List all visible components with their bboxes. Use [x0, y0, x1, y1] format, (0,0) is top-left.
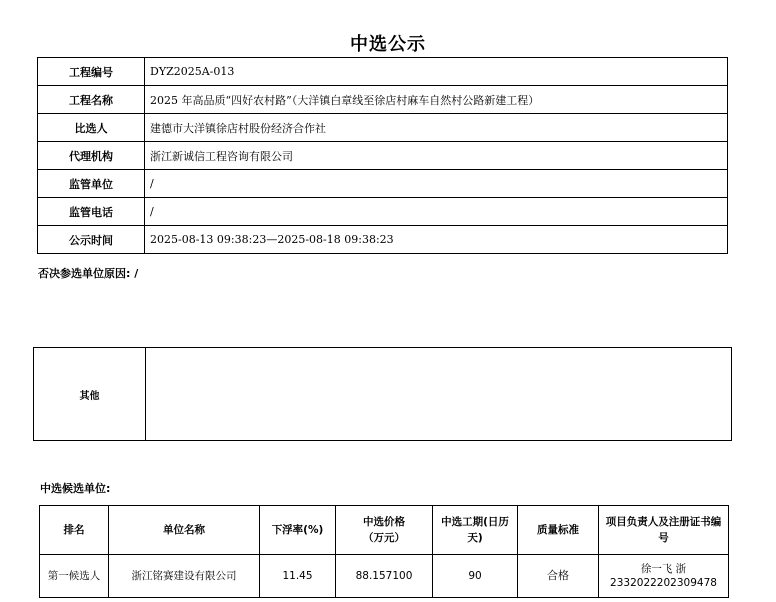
- manager-name: 徐一飞 浙: [640, 563, 687, 575]
- agency-label: 代理机构: [38, 142, 145, 170]
- project-number-value: DYZ2025A-013: [145, 58, 728, 86]
- page-title: 中选公示: [350, 34, 426, 55]
- table-row: [38, 226, 728, 254]
- project-name-label: 工程名称: [38, 86, 145, 114]
- table-row: [38, 142, 728, 170]
- publicity-time-value: 2025-08-13 09:38:23—2025-08-18 09:38:23: [145, 226, 728, 254]
- selector-value: 建德市大洋镇徐店村股份经济合作社: [145, 114, 728, 142]
- candidate-rate: 11.45: [260, 555, 336, 598]
- quality-header: 质量标准: [518, 506, 599, 555]
- table-header-row: [40, 506, 729, 555]
- table-row: [38, 170, 728, 198]
- candidate-rank: 第一候选人: [40, 555, 109, 598]
- agency-value: 浙江新诚信工程咨询有限公司: [145, 142, 728, 170]
- other-label: 其他: [34, 348, 146, 441]
- table-row: [38, 114, 728, 142]
- selector-label: 比选人: [38, 114, 145, 142]
- price-header-line2: （万元）: [363, 532, 405, 544]
- table-row: [34, 348, 732, 441]
- other-value: [146, 348, 732, 441]
- supervisor-phone-label: 监管电话: [38, 198, 145, 226]
- candidates-table: [39, 505, 729, 598]
- manager-cert: 2332022202309478: [610, 577, 717, 589]
- table-row: [38, 58, 728, 86]
- table-row: [38, 198, 728, 226]
- company-header: 单位名称: [109, 506, 260, 555]
- period-header: 中选工期(日历天): [433, 506, 518, 555]
- manager-header: 项目负责人及注册证书编号: [599, 506, 729, 555]
- reject-reason: 否决参选单位原因: /: [38, 267, 139, 280]
- project-info-table: [37, 57, 728, 254]
- price-header: [336, 506, 433, 555]
- table-row: [38, 86, 728, 114]
- project-name-value: 2025 年高品质“四好农村路”（大洋镇白章线至徐店村麻车自然村公路新建工程）: [145, 86, 728, 114]
- candidate-quality: 合格: [518, 555, 599, 598]
- publicity-time-label: 公示时间: [38, 226, 145, 254]
- candidate-manager: [599, 555, 729, 598]
- project-number-label: 工程编号: [38, 58, 145, 86]
- other-table: [33, 347, 732, 441]
- rate-header: 下浮率(%): [260, 506, 336, 555]
- supervisor-value: /: [145, 170, 728, 198]
- price-header-line1: 中选价格: [363, 516, 405, 528]
- supervisor-phone-value: /: [145, 198, 728, 226]
- table-row: [40, 555, 729, 598]
- candidates-heading: 中选候选单位:: [40, 482, 111, 495]
- supervisor-label: 监管单位: [38, 170, 145, 198]
- rank-header: 排名: [40, 506, 109, 555]
- candidate-company: 浙江铭赛建设有限公司: [109, 555, 260, 598]
- candidate-period: 90: [433, 555, 518, 598]
- candidate-price: 88.157100: [336, 555, 433, 598]
